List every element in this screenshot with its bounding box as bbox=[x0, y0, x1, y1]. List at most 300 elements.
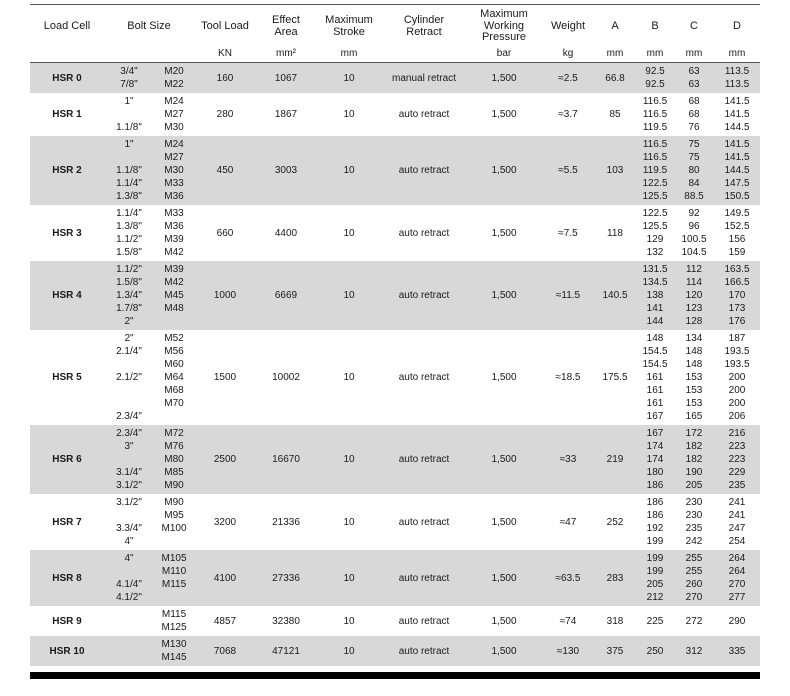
dim-c-value: 235 bbox=[685, 523, 703, 534]
col-header-maximum-stroke bbox=[316, 5, 382, 62]
dim-b-value: 205 bbox=[646, 579, 664, 590]
bolt-size-metric: M33 bbox=[164, 178, 184, 189]
weight-value: ≈5.5 bbox=[558, 165, 578, 176]
working-pressure-value: 1,500 bbox=[491, 290, 517, 301]
col-header-dim-a-label: A bbox=[611, 19, 619, 32]
dim-d-value: 141.5 bbox=[724, 109, 750, 120]
dim-b-value: 199 bbox=[646, 553, 664, 564]
dim-b-value-column bbox=[636, 95, 674, 134]
dim-d-value-column bbox=[714, 207, 760, 259]
dim-b-value: 174 bbox=[646, 441, 664, 452]
bolt-size-imperial bbox=[104, 397, 154, 410]
dim-d-value: 200 bbox=[728, 398, 746, 409]
bolt-size-imperial-column bbox=[104, 638, 154, 664]
dim-c-value-column bbox=[674, 263, 714, 328]
cylinder-retract-value: auto retract bbox=[398, 572, 450, 584]
dim-d-value: 229 bbox=[728, 467, 746, 478]
dim-c-value: 148 bbox=[685, 359, 703, 370]
bolt-size-imperial: 2" bbox=[124, 316, 134, 327]
working-pressure-value: 1,500 bbox=[491, 109, 517, 120]
dim-d-value-column bbox=[714, 552, 760, 604]
dim-b-value-column bbox=[636, 207, 674, 259]
dim-b-value: 161 bbox=[646, 398, 664, 409]
dim-d-value: 223 bbox=[728, 454, 746, 465]
dim-d-value: 335 bbox=[728, 645, 746, 657]
dim-d-value: 149.5 bbox=[724, 208, 750, 219]
bolt-size-imperial bbox=[104, 108, 154, 121]
dim-b-value: 116.5 bbox=[642, 96, 668, 107]
dim-c-value: 312 bbox=[685, 645, 703, 657]
bolt-size-imperial: 4.1/4" bbox=[116, 579, 142, 590]
load-cell-group bbox=[30, 261, 760, 330]
bolt-size-imperial: 1.7/8" bbox=[116, 303, 142, 314]
dim-d-value: 156 bbox=[728, 234, 746, 245]
dim-d-value: 290 bbox=[728, 615, 746, 627]
cylinder-retract-value: auto retract bbox=[398, 454, 450, 465]
dim-b-value: 180 bbox=[646, 467, 664, 478]
bolt-size-metric: M115 bbox=[161, 609, 187, 620]
bolt-size-metric-column bbox=[154, 263, 194, 328]
weight-value: ≈2.5 bbox=[558, 72, 578, 84]
bolt-size-metric: M20 bbox=[164, 66, 184, 77]
maximum-stroke-value: 10 bbox=[343, 109, 355, 120]
dim-c-value: 68 bbox=[688, 96, 700, 107]
load-cell-name: HSR 6 bbox=[52, 454, 82, 465]
col-header-dim-c bbox=[674, 5, 714, 62]
weight-value: ≈47 bbox=[559, 516, 577, 528]
dim-d-value: 159 bbox=[728, 247, 746, 258]
effect-area-value: 6669 bbox=[274, 290, 298, 301]
dim-d-value: 223 bbox=[728, 441, 746, 452]
bolt-size-imperial: 1" bbox=[124, 139, 134, 150]
load-cell-group bbox=[30, 205, 760, 261]
bolt-size-metric: M130 bbox=[161, 639, 187, 650]
weight-value: ≈3.7 bbox=[558, 109, 578, 120]
bolt-size-metric: M145 bbox=[161, 652, 187, 663]
dim-c-value: 255 bbox=[685, 566, 703, 577]
bolt-size-metric: M30 bbox=[164, 165, 184, 176]
bolt-size-imperial: 2.1/2" bbox=[116, 372, 142, 383]
col-header-load-cell bbox=[30, 5, 104, 62]
dim-c-value: 165 bbox=[685, 411, 703, 422]
bolt-size-imperial: 7/8" bbox=[120, 79, 138, 90]
bolt-size-imperial-column bbox=[104, 95, 154, 134]
bolt-size-metric bbox=[154, 315, 194, 328]
tool-load-value: 450 bbox=[216, 165, 234, 176]
dim-c-value: 84 bbox=[688, 178, 700, 189]
bolt-size-metric-column bbox=[154, 207, 194, 259]
cylinder-retract-value: auto retract bbox=[398, 372, 450, 383]
bolt-size-imperial bbox=[104, 509, 154, 522]
col-header-tool-load-label: Tool Load bbox=[201, 19, 249, 32]
dim-c-value-column bbox=[674, 638, 714, 664]
dim-b-value: 167 bbox=[646, 428, 664, 439]
dim-b-value: 125.5 bbox=[642, 191, 668, 202]
load-cell-group bbox=[30, 606, 760, 636]
dim-a-value: 103 bbox=[606, 165, 624, 176]
weight-value: ≈7.5 bbox=[558, 227, 578, 239]
tool-load-value: 4100 bbox=[213, 572, 237, 584]
col-header-tool-load bbox=[194, 5, 256, 62]
dim-b-value-column bbox=[636, 608, 674, 634]
bolt-size-metric: M30 bbox=[164, 122, 184, 133]
table-body bbox=[30, 63, 760, 666]
dim-d-value: 264 bbox=[728, 553, 746, 564]
dim-b-value: 92.5 bbox=[645, 79, 665, 90]
dim-d-value: 141.5 bbox=[724, 96, 750, 107]
dim-c-value: 75 bbox=[688, 139, 700, 150]
bolt-size-metric-column bbox=[154, 608, 194, 634]
bolt-size-metric: M90 bbox=[164, 480, 184, 491]
dim-b-value-column bbox=[636, 138, 674, 203]
dim-b-value: 125.5 bbox=[642, 221, 668, 232]
dim-d-value: 170 bbox=[728, 290, 746, 301]
dim-d-value: 206 bbox=[728, 411, 746, 422]
dim-d-value-column bbox=[714, 263, 760, 328]
dim-c-value: 120 bbox=[685, 290, 703, 301]
bolt-size-imperial: 3/4" bbox=[120, 66, 138, 77]
maximum-stroke-value: 10 bbox=[343, 516, 355, 528]
dim-d-value-column bbox=[714, 496, 760, 548]
dim-c-value: 80 bbox=[688, 165, 700, 176]
dim-c-value: 104.5 bbox=[681, 247, 707, 258]
dim-b-value: 154.5 bbox=[642, 346, 668, 357]
working-pressure-value: 1,500 bbox=[491, 645, 517, 657]
dim-b-value: 119.5 bbox=[642, 165, 668, 176]
dim-d-value: 277 bbox=[728, 592, 746, 603]
dim-b-value-column bbox=[636, 496, 674, 548]
dim-c-value: 114 bbox=[686, 277, 702, 288]
effect-area-value: 27336 bbox=[272, 572, 300, 584]
table-header bbox=[30, 4, 760, 63]
working-pressure-value: 1,500 bbox=[491, 572, 517, 584]
spec-table bbox=[30, 4, 760, 679]
col-header-dim-c-label: C bbox=[690, 19, 698, 32]
bolt-size-imperial-column bbox=[104, 332, 154, 423]
dim-b-value: 174 bbox=[646, 454, 664, 465]
dim-d-value: 144.5 bbox=[724, 122, 750, 133]
bolt-size-metric: M48 bbox=[164, 303, 184, 314]
dim-c-value: 205 bbox=[685, 480, 703, 491]
weight-value: ≈18.5 bbox=[555, 372, 581, 383]
dim-c-value: 96 bbox=[688, 221, 700, 232]
dim-b-value: 129 bbox=[646, 234, 664, 245]
dim-d-value: 141.5 bbox=[724, 152, 750, 163]
bolt-size-imperial: 3.1/2" bbox=[116, 497, 142, 508]
dim-a-value: 252 bbox=[606, 516, 624, 528]
cylinder-retract-value: auto retract bbox=[398, 109, 450, 120]
maximum-stroke-value: 10 bbox=[343, 290, 355, 301]
maximum-stroke-value: 10 bbox=[343, 454, 355, 465]
dim-d-value-column bbox=[714, 138, 760, 203]
tool-load-value: 1500 bbox=[213, 372, 237, 383]
dim-d-value-column bbox=[714, 638, 760, 664]
bolt-size-imperial bbox=[104, 358, 154, 371]
dim-c-value: 76 bbox=[688, 122, 700, 133]
dim-c-value: 112 bbox=[686, 264, 702, 275]
bolt-size-imperial: 1.1/2" bbox=[116, 234, 142, 245]
bolt-size-metric: M22 bbox=[164, 79, 184, 90]
dim-d-value-column bbox=[714, 332, 760, 423]
bolt-size-metric: M95 bbox=[164, 510, 184, 521]
bolt-size-metric: M70 bbox=[164, 398, 184, 409]
working-pressure-value: 1,500 bbox=[491, 372, 517, 383]
dim-b-value: 141 bbox=[646, 303, 664, 314]
dim-c-value: 88.5 bbox=[684, 191, 704, 202]
bolt-size-metric: M60 bbox=[164, 359, 184, 370]
dim-b-value: 186 bbox=[646, 510, 664, 521]
bolt-size-metric: M24 bbox=[164, 139, 184, 150]
bolt-size-metric: M76 bbox=[164, 441, 184, 452]
bolt-size-imperial: 4.1/2" bbox=[116, 592, 142, 603]
dim-c-value: 230 bbox=[685, 497, 703, 508]
dim-c-value: 153 bbox=[685, 385, 703, 396]
dim-c-value: 153 bbox=[685, 372, 703, 383]
dim-a-value: 283 bbox=[606, 572, 624, 584]
bolt-size-metric: M36 bbox=[164, 221, 184, 232]
col-header-working-pressure bbox=[466, 5, 542, 62]
weight-value: ≈11.5 bbox=[555, 290, 581, 301]
bolt-size-imperial: 1.1/8" bbox=[116, 122, 142, 133]
dim-a-value: 375 bbox=[606, 645, 624, 657]
col-header-dim-d-label: D bbox=[733, 19, 741, 32]
maximum-stroke-value: 10 bbox=[343, 72, 355, 84]
bolt-size-metric-column bbox=[154, 427, 194, 492]
bolt-size-imperial: 2.3/4" bbox=[116, 411, 142, 422]
dim-b-value-column bbox=[636, 552, 674, 604]
bolt-size-metric: M52 bbox=[164, 333, 184, 344]
dim-a-value: 175.5 bbox=[602, 372, 628, 383]
dim-b-value: 134.5 bbox=[642, 277, 668, 288]
dim-c-value: 190 bbox=[685, 467, 703, 478]
dim-b-value: 138 bbox=[646, 290, 664, 301]
dim-d-value: 173 bbox=[728, 303, 746, 314]
dim-d-value: 216 bbox=[728, 428, 746, 439]
bolt-size-imperial: 1.1/4" bbox=[116, 178, 142, 189]
load-cell-name: HSR 2 bbox=[52, 165, 82, 176]
dim-b-value: 154.5 bbox=[642, 359, 668, 370]
bolt-size-metric-column bbox=[154, 95, 194, 134]
col-header-dim-d bbox=[714, 5, 760, 62]
col-header-dim-a-unit: mm bbox=[606, 48, 624, 59]
dim-c-value-column bbox=[674, 427, 714, 492]
dim-c-value: 128 bbox=[685, 316, 703, 327]
dim-c-value: 172 bbox=[685, 428, 703, 439]
dim-b-value: 119.5 bbox=[642, 122, 668, 133]
col-header-dim-a bbox=[594, 5, 636, 62]
col-header-weight-unit: kg bbox=[562, 48, 574, 59]
bolt-size-metric: M64 bbox=[164, 372, 184, 383]
dim-d-value: 200 bbox=[728, 372, 746, 383]
working-pressure-value: 1,500 bbox=[491, 165, 517, 176]
col-header-effect-area bbox=[256, 5, 316, 62]
col-header-maximum-stroke-label: Maximum Stroke bbox=[325, 14, 373, 38]
dim-c-value: 230 bbox=[685, 510, 703, 521]
load-cell-name: HSR 8 bbox=[52, 572, 82, 584]
bolt-size-metric bbox=[154, 591, 194, 604]
bolt-size-imperial: 2.3/4" bbox=[116, 428, 142, 439]
dim-b-value-column bbox=[636, 427, 674, 492]
dim-b-value: 144 bbox=[646, 316, 664, 327]
dim-b-value: 186 bbox=[646, 497, 664, 508]
col-header-bolt-size-unit bbox=[104, 48, 194, 62]
dim-a-value: 140.5 bbox=[602, 290, 628, 301]
working-pressure-value: 1,500 bbox=[491, 516, 517, 528]
dim-d-value: 235 bbox=[728, 480, 746, 491]
tool-load-value: 2500 bbox=[213, 454, 237, 465]
col-header-effect-area-unit: mm² bbox=[276, 48, 296, 59]
bolt-size-metric: M72 bbox=[164, 428, 184, 439]
effect-area-value: 1067 bbox=[274, 72, 298, 84]
col-header-dim-c-unit: mm bbox=[685, 48, 703, 59]
tool-load-value: 3200 bbox=[213, 516, 237, 528]
dim-c-value-column bbox=[674, 65, 714, 91]
col-header-dim-b-unit: mm bbox=[646, 48, 664, 59]
bolt-size-imperial: 3" bbox=[124, 441, 134, 452]
bolt-size-metric: M80 bbox=[164, 454, 184, 465]
dim-c-value: 68 bbox=[688, 109, 700, 120]
dim-d-value-column bbox=[714, 95, 760, 134]
col-header-maximum-stroke-unit: mm bbox=[340, 48, 358, 59]
dim-c-value-column bbox=[674, 95, 714, 134]
bolt-size-imperial bbox=[104, 151, 154, 164]
maximum-stroke-value: 10 bbox=[343, 572, 355, 584]
dim-c-value: 270 bbox=[685, 592, 703, 603]
weight-value: ≈74 bbox=[559, 615, 577, 627]
dim-d-value: 193.5 bbox=[724, 359, 750, 370]
col-header-load-cell-label: Load Cell bbox=[43, 19, 91, 32]
bolt-size-metric: M33 bbox=[164, 208, 184, 219]
bolt-size-metric: M68 bbox=[164, 385, 184, 396]
col-header-working-pressure-unit: bar bbox=[496, 48, 512, 59]
bolt-size-metric: M36 bbox=[164, 191, 184, 202]
dim-d-value: 147.5 bbox=[724, 178, 750, 189]
weight-value: ≈63.5 bbox=[555, 572, 581, 584]
bolt-size-metric: M90 bbox=[164, 497, 184, 508]
bolt-size-metric-column bbox=[154, 552, 194, 604]
col-header-dim-d-unit: mm bbox=[728, 48, 746, 59]
load-cell-group bbox=[30, 93, 760, 136]
dim-a-value: 85 bbox=[609, 109, 621, 120]
col-header-cylinder-retract bbox=[382, 5, 466, 62]
col-header-load-cell-unit bbox=[30, 48, 104, 62]
dim-d-value-column bbox=[714, 427, 760, 492]
bolt-size-imperial: 4" bbox=[124, 536, 134, 547]
dim-c-value: 242 bbox=[685, 536, 703, 547]
tool-load-value: 1000 bbox=[213, 290, 237, 301]
bolt-size-metric: M27 bbox=[164, 152, 184, 163]
dim-c-value-column bbox=[674, 496, 714, 548]
bolt-size-metric: M39 bbox=[164, 264, 184, 275]
dim-d-value: 270 bbox=[728, 579, 746, 590]
load-cell-name: HSR 0 bbox=[52, 72, 82, 84]
effect-area-value: 4400 bbox=[274, 227, 298, 239]
dim-b-value: 161 bbox=[646, 372, 664, 383]
load-cell-name: HSR 5 bbox=[52, 372, 82, 383]
bolt-size-metric: M125 bbox=[161, 622, 187, 633]
bolt-size-imperial: 1.3/4" bbox=[116, 290, 142, 301]
load-cell-group bbox=[30, 494, 760, 550]
dim-c-value-column bbox=[674, 332, 714, 423]
dim-c-value-column bbox=[674, 138, 714, 203]
dim-d-value: 152.5 bbox=[724, 221, 750, 232]
load-cell-name: HSR 9 bbox=[52, 615, 82, 627]
dim-b-value: 199 bbox=[646, 566, 664, 577]
table-bottom-border bbox=[30, 672, 760, 679]
dim-c-value: 182 bbox=[685, 454, 703, 465]
dim-c-value: 63 bbox=[688, 79, 700, 90]
dim-c-value-column bbox=[674, 552, 714, 604]
bolt-size-metric: M85 bbox=[164, 467, 184, 478]
dim-b-value-column bbox=[636, 638, 674, 664]
bolt-size-metric: M100 bbox=[161, 523, 187, 534]
dim-d-value: 200 bbox=[728, 385, 746, 396]
tool-load-value: 4857 bbox=[213, 615, 237, 627]
cylinder-retract-value: auto retract bbox=[398, 227, 450, 239]
effect-area-value: 47121 bbox=[272, 645, 300, 657]
working-pressure-value: 1,500 bbox=[491, 454, 517, 465]
cylinder-retract-value: auto retract bbox=[398, 165, 450, 176]
dim-d-value: 113.5 bbox=[724, 66, 750, 77]
load-cell-name: HSR 4 bbox=[52, 290, 82, 301]
working-pressure-value: 1,500 bbox=[491, 615, 517, 627]
weight-value: ≈130 bbox=[556, 645, 580, 657]
dim-c-value: 63 bbox=[688, 66, 700, 77]
col-header-dim-b bbox=[636, 5, 674, 62]
bolt-size-imperial: 1.3/8" bbox=[116, 191, 142, 202]
effect-area-value: 32380 bbox=[272, 615, 300, 627]
bolt-size-imperial: 1.1/4" bbox=[116, 208, 142, 219]
cylinder-retract-value: manual retract bbox=[392, 72, 456, 84]
dim-b-value: 131.5 bbox=[642, 264, 668, 275]
dim-d-value: 241 bbox=[728, 510, 746, 521]
dim-d-value: 241 bbox=[728, 497, 746, 508]
cylinder-retract-value: auto retract bbox=[398, 645, 450, 657]
bolt-size-metric: M110 bbox=[161, 566, 187, 577]
maximum-stroke-value: 10 bbox=[343, 615, 355, 627]
dim-c-value: 100.5 bbox=[681, 234, 707, 245]
dim-d-value: 144.5 bbox=[724, 165, 750, 176]
col-header-weight bbox=[542, 5, 594, 62]
col-header-dim-b-label: B bbox=[651, 19, 659, 32]
dim-c-value: 134 bbox=[685, 333, 703, 344]
dim-b-value: 212 bbox=[646, 592, 664, 603]
bolt-size-imperial-column bbox=[104, 496, 154, 548]
dim-d-value: 166.5 bbox=[724, 277, 750, 288]
maximum-stroke-value: 10 bbox=[343, 372, 355, 383]
maximum-stroke-value: 10 bbox=[343, 227, 355, 239]
effect-area-value: 10002 bbox=[272, 372, 300, 383]
bolt-size-metric: M39 bbox=[164, 234, 184, 245]
dim-b-value: 116.5 bbox=[642, 109, 668, 120]
col-header-tool-load-unit: KN bbox=[218, 48, 232, 59]
col-header-cylinder-retract-label: Cylinder Retract bbox=[403, 14, 445, 38]
load-cell-group bbox=[30, 550, 760, 606]
col-header-weight-label: Weight bbox=[550, 19, 586, 32]
dim-b-value: 122.5 bbox=[642, 178, 668, 189]
dim-b-value: 92.5 bbox=[645, 66, 665, 77]
dim-a-value: 219 bbox=[606, 454, 624, 465]
load-cell-name: HSR 3 bbox=[52, 227, 82, 239]
tool-load-value: 280 bbox=[216, 109, 234, 120]
load-cell-name: HSR 10 bbox=[49, 645, 85, 657]
bolt-size-metric: M24 bbox=[164, 96, 184, 107]
dim-b-value-column bbox=[636, 65, 674, 91]
col-header-cylinder-retract-unit bbox=[382, 48, 466, 62]
bolt-size-imperial-column bbox=[104, 263, 154, 328]
dim-c-value: 123 bbox=[685, 303, 703, 314]
bolt-size-metric bbox=[154, 410, 194, 423]
